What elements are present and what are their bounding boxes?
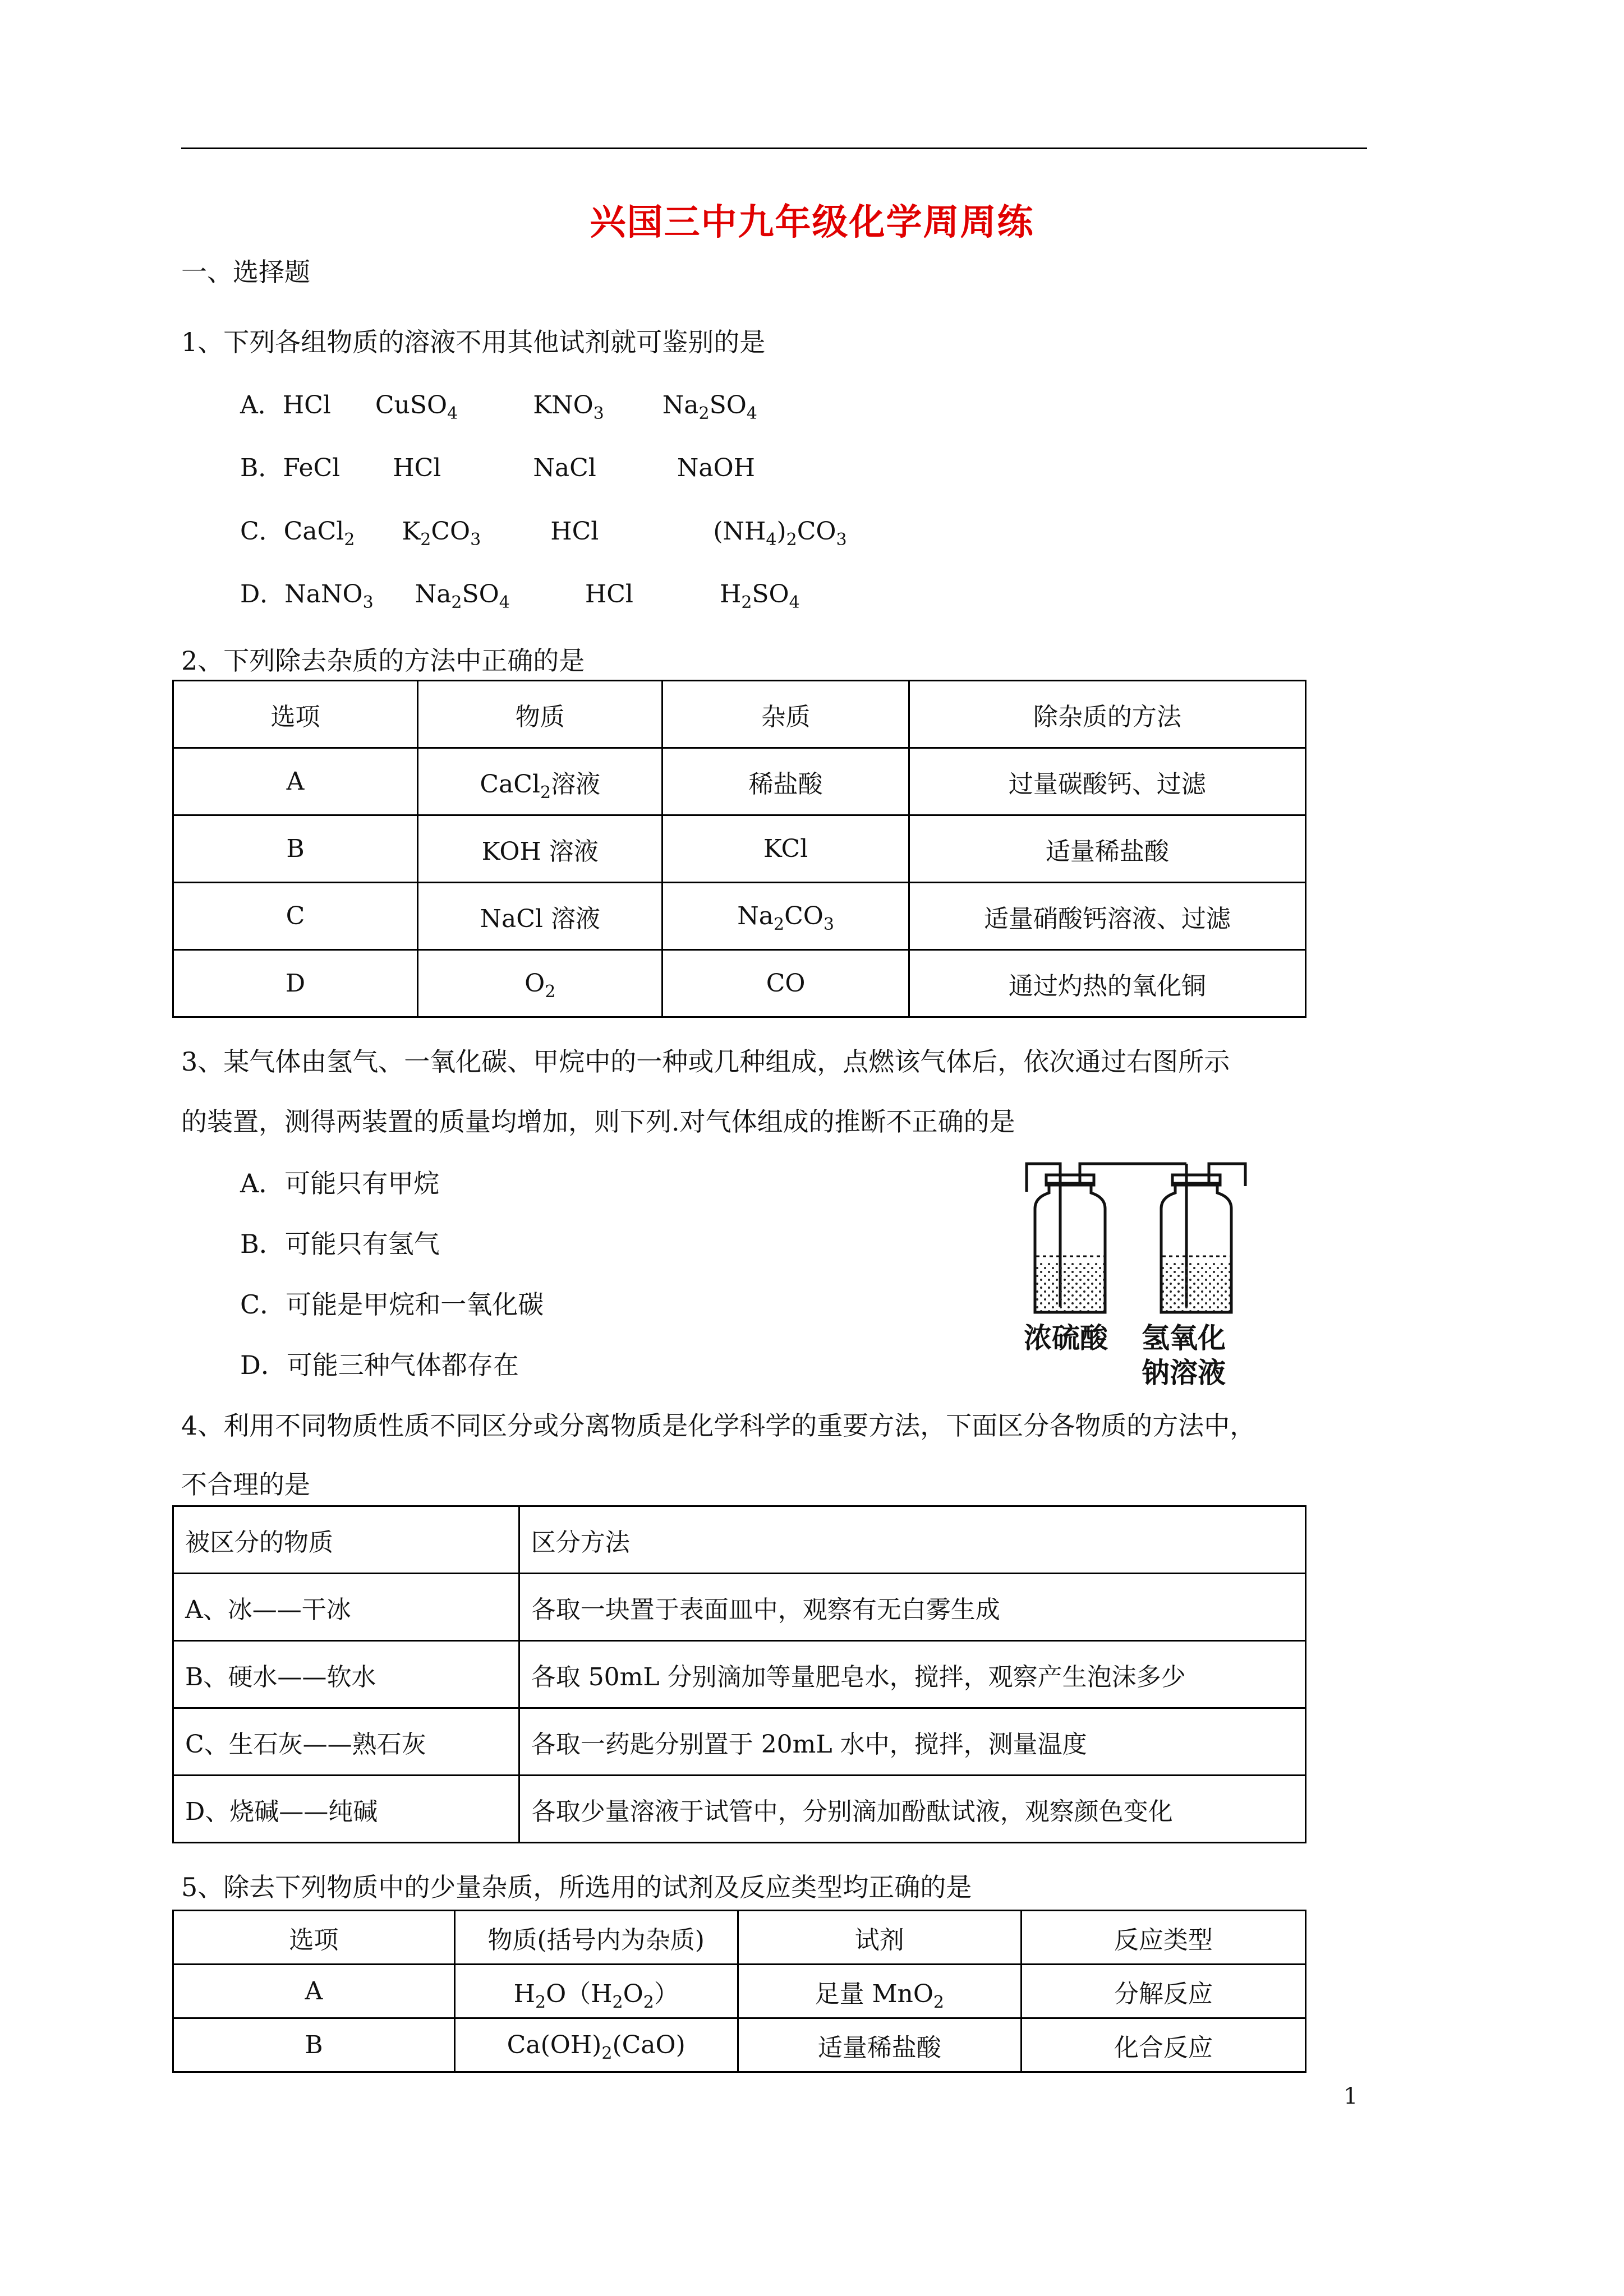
table-cell: CO <box>663 950 909 1017</box>
fig-label-left: 浓硫酸 <box>1024 1321 1108 1354</box>
q1-stem: 1、下列各组物质的溶液不用其他试剂就可鉴别的是 <box>181 327 766 357</box>
table-cell: D、烧碱——纯碱 <box>173 1776 519 1843</box>
table-header: 选项 <box>173 1911 455 1965</box>
table-cell: 适量硝酸钙溶液、过滤 <box>909 883 1305 950</box>
page-number: 1 <box>1344 2083 1358 2109</box>
table-header: 反应类型 <box>1021 1911 1305 1965</box>
table-cell: $Ca(OH)_2(CaO)$ <box>454 2018 738 2072</box>
table-cell: 通过灼热的氧化铜 <box>909 950 1305 1017</box>
table-cell: NaCl 溶液 <box>418 883 663 950</box>
table-cell: $H_2O(H_2O_2)$ <box>454 1965 738 2018</box>
q1-option-c: C．CaCl$_2$ $K_2CO_3$ HCl $(NH_4)_2CO_3$ <box>240 517 847 550</box>
table-cell: 适量稀盐酸 <box>738 2018 1021 2072</box>
apparatus-drawing <box>1024 1152 1282 1321</box>
q1-option-d: D．NaNO$_3$ $Na_2SO_4$ HCl $H_2SO_4$ <box>240 580 800 612</box>
table-cell: A、冰——干冰 <box>173 1574 519 1641</box>
table-row <box>173 815 1306 883</box>
q4-table <box>172 1505 1306 1843</box>
q5-table <box>172 1910 1306 2073</box>
table-cell: B <box>173 815 418 883</box>
table-cell: 过量碳酸钙、过滤 <box>909 748 1305 815</box>
page-title: 兴国三中九年级化学周周练 <box>590 201 1034 243</box>
table-row <box>173 748 1306 815</box>
fig-label-right-1: 氢氧化 <box>1142 1321 1226 1354</box>
table-header: 试剂 <box>738 1911 1021 1965</box>
q3-stem-line1: 3、某气体由氢气、一氧化碳、甲烷中的一种或几种组成，点燃该气体后，依次通过右图所示 <box>181 1046 1230 1077</box>
table-cell: 各取一块置于表面皿中，观察有无白雾生成 <box>519 1574 1305 1641</box>
q3-stem-line2: 的装置，测得两装置的质量均增加，则下列.对气体组成的推断不正确的是 <box>181 1106 1015 1137</box>
section-heading: 一、选择题 <box>181 257 310 287</box>
table-cell: 各取一药匙分别置于 20mL 水中，搅拌，测量温度 <box>519 1708 1305 1776</box>
table-cell: D <box>173 950 418 1017</box>
table-header: 选项 <box>173 681 418 748</box>
table-cell: $O_2$ <box>418 950 663 1017</box>
table-header: 除杂质的方法 <box>909 681 1305 748</box>
table-row <box>173 1776 1306 1843</box>
table-cell: C、生石灰——熟石灰 <box>173 1708 519 1776</box>
table-row <box>173 883 1306 950</box>
q1-option-a: A．HCl CuSO$_4$ $KNO_3$ $Na_2SO_4$ <box>240 391 757 423</box>
table-row <box>173 2018 1306 2072</box>
q3-option-a: A．可能只有甲烷 <box>240 1168 440 1198</box>
table-row <box>173 1641 1306 1708</box>
table-cell: 各取 50mL 分别滴加等量肥皂水，搅拌，观察产生泡沫多少 <box>519 1641 1305 1708</box>
q5-stem: 5、除去下列物质中的少量杂质，所选用的试剂及反应类型均正确的是 <box>181 1872 972 1902</box>
table-cell: A <box>173 1965 455 2018</box>
table-cell: KCl <box>663 815 909 883</box>
table-cell: $Na_2CO_3$ <box>663 883 909 950</box>
q2-table <box>172 680 1306 1018</box>
table-cell: 稀盐酸 <box>663 748 909 815</box>
table-cell: KOH 溶液 <box>418 815 663 883</box>
table-header: 区分方法 <box>519 1506 1305 1574</box>
q2-stem: 2、下列除去杂质的方法中正确的是 <box>181 646 585 676</box>
q3-option-d: D．可能三种气体都存在 <box>240 1350 519 1380</box>
table-cell: 各取少量溶液于试管中，分别滴加酚酞试液，观察颜色变化 <box>519 1776 1305 1843</box>
header-rule <box>181 147 1367 149</box>
table-cell: C <box>173 883 418 950</box>
table-header: 物质 <box>418 681 663 748</box>
table-cell: 适量稀盐酸 <box>909 815 1305 883</box>
q1-option-b: B．FeCl HCl NaCl NaOH <box>240 454 756 482</box>
table-cell: CaCl$_2$溶液 <box>418 748 663 815</box>
table-cell: A <box>173 748 418 815</box>
table-cell: 化合反应 <box>1021 2018 1305 2072</box>
table-cell: 分解反应 <box>1021 1965 1305 2018</box>
table-header: 杂质 <box>663 681 909 748</box>
table-header: 物质(括号内为杂质) <box>454 1911 738 1965</box>
table-cell: B、硬水——软水 <box>173 1641 519 1708</box>
q3-option-b: B．可能只有氢气 <box>240 1229 440 1259</box>
table-row <box>173 1708 1306 1776</box>
q3-option-c: C．可能是甲烷和一氧化碳 <box>240 1289 544 1320</box>
table-row <box>173 1574 1306 1641</box>
q4-stem-line1: 4、利用不同物质性质不同区分或分离物质是化学科学的重要方法，下面区分各物质的方法中， <box>181 1410 1256 1441</box>
table-cell: B <box>173 2018 455 2072</box>
table-header: 被区分的物质 <box>173 1506 519 1574</box>
gas-washing-bottles-figure <box>1024 1152 1282 1394</box>
table-row <box>173 950 1306 1017</box>
q4-stem-line2: 不合理的是 <box>181 1469 310 1500</box>
table-cell: 足量 MnO$_2$ <box>738 1965 1021 2018</box>
table-row <box>173 1965 1306 2018</box>
fig-label-right-2: 钠溶液 <box>1142 1356 1226 1389</box>
